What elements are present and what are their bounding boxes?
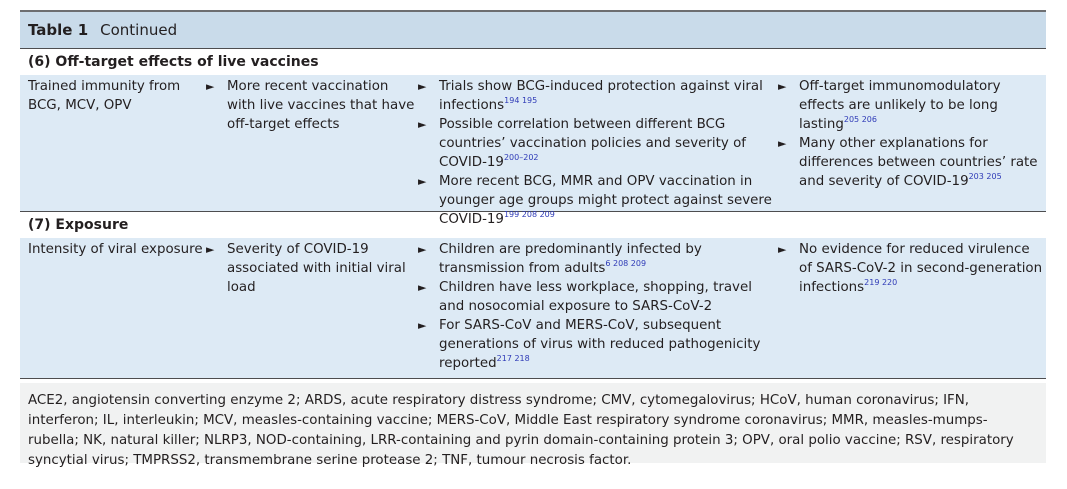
bullet-arrow-icon: ►	[206, 243, 215, 256]
reference-link[interactable]: 217 218	[496, 354, 530, 363]
column-evidence-against	[778, 240, 1046, 374]
section-heading-off-target: (6) Off-target effects of live vaccines	[20, 49, 1046, 75]
row-label: Trained immunity from BCG, MCV, OPV	[28, 79, 181, 113]
bullet-text	[439, 115, 778, 172]
bullet-text-body: Possible correlation between different BCG countries’ vaccination policies and severity of COVID-19	[439, 117, 746, 170]
bullet-text	[799, 77, 1046, 134]
bullet-arrow-icon: ►	[778, 243, 787, 256]
bullet-arrow-icon: ►	[418, 80, 427, 93]
reference-link[interactable]: 203 205	[968, 172, 1002, 181]
bullet-arrow-icon: ►	[206, 80, 215, 93]
table-row	[20, 238, 1046, 378]
bullet-item	[418, 115, 778, 172]
reference-link[interactable]: 194 195	[504, 96, 538, 105]
bullet-text	[799, 240, 1046, 297]
bullet-text	[439, 77, 778, 115]
bullet-text	[439, 240, 778, 278]
bullet-arrow-icon: ►	[418, 243, 427, 256]
bullet-item	[206, 77, 418, 134]
section-heading-exposure: (7) Exposure	[20, 212, 1046, 238]
bullet-item	[206, 240, 418, 297]
bullet-text-body: Off-target immunomodulatory effects are unlikely to be long lasting	[799, 79, 1001, 132]
row-label: Intensity of viral exposure	[28, 242, 203, 257]
bullet-arrow-icon: ►	[418, 175, 427, 188]
bullet-text-body: Children are predominantly infected by transmission from adults	[439, 242, 702, 276]
column-evidence-against	[778, 77, 1046, 207]
bullet-text-body: Children have less workplace, shopping, travel and nosocomial exposure to SARS-CoV-2	[439, 280, 752, 314]
bullet-item	[778, 134, 1046, 191]
bullet-arrow-icon: ►	[418, 319, 427, 332]
bullet-item	[778, 240, 1046, 297]
bullet-text	[439, 172, 778, 229]
bullet-item	[418, 316, 778, 373]
column-evidence-for	[418, 240, 778, 374]
table-label: Table 1	[28, 21, 89, 39]
bullet-item	[418, 172, 778, 229]
bullet-text	[439, 316, 778, 373]
table-continued-label: Continued	[100, 21, 178, 39]
reference-link[interactable]: 205 206	[843, 115, 877, 124]
column-hypothesis	[206, 77, 418, 207]
table-container	[20, 10, 1046, 468]
bullet-item	[418, 240, 778, 278]
bullet-text	[227, 240, 418, 297]
bullet-text	[439, 278, 778, 316]
bullet-text	[227, 77, 418, 134]
bullet-text-body: For SARS-CoV and MERS-CoV, subsequent generations of virus with reduced pathogenicity reported	[439, 318, 761, 371]
column-evidence-for	[418, 77, 778, 227]
bullet-text-body: No evidence for reduced virulence of SARS-CoV-2 in second-generation infections	[799, 242, 1043, 295]
bullet-text-body: Trials show BCG-induced protection against viral infections	[439, 79, 763, 113]
column-hypothesis	[206, 240, 418, 374]
table-title-bar	[20, 12, 1046, 48]
bullet-item	[778, 77, 1046, 134]
reference-link[interactable]: 200–202	[503, 153, 539, 162]
bullet-item	[418, 77, 778, 115]
reference-link[interactable]: 6 208 209	[605, 259, 647, 268]
bullet-item	[418, 278, 778, 316]
bullet-arrow-icon: ►	[778, 80, 787, 93]
bullet-text-body: Many other explanations for differences between countries’ rate and severity of COVID-19	[799, 136, 1038, 189]
bullet-text	[799, 134, 1046, 191]
bullet-arrow-icon: ►	[778, 137, 787, 150]
table-footnote: ACE2, angiotensin converting enzyme 2; ARDS, acute respiratory distress syndrome; CMV, cytomegalovirus; HCoV, human coronavirus; IFN, interferon; IL, interleukin; MCV, measles-containing vaccine; MERS-CoV, Middle East respiratory syndrome coronavirus; MMR, measles-mumps-rubella; NK, natural killer; NLRP3, NOD-containing, LRR-containing and pyrin domain-containing protein 3; OPV, oral polio vaccine; RSV, respiratory syncytial virus; TMPRSS2, transmembrane serine protease 2; TNF, tumour necrosis factor.	[20, 383, 1046, 463]
bullet-text-body: More recent vaccination with live vaccines that have off-target effects	[227, 79, 415, 132]
reference-link[interactable]: 219 220	[864, 278, 898, 287]
bullet-arrow-icon: ►	[418, 281, 427, 294]
bullet-text-body: More recent BCG, MMR and OPV vaccination in younger age groups might protect against severe COVID-19	[439, 174, 772, 227]
bullet-arrow-icon: ►	[418, 118, 427, 131]
bullet-text-body: Severity of COVID-19 associated with initial viral load	[227, 242, 406, 295]
reference-link[interactable]: 199 208 209	[503, 210, 555, 219]
